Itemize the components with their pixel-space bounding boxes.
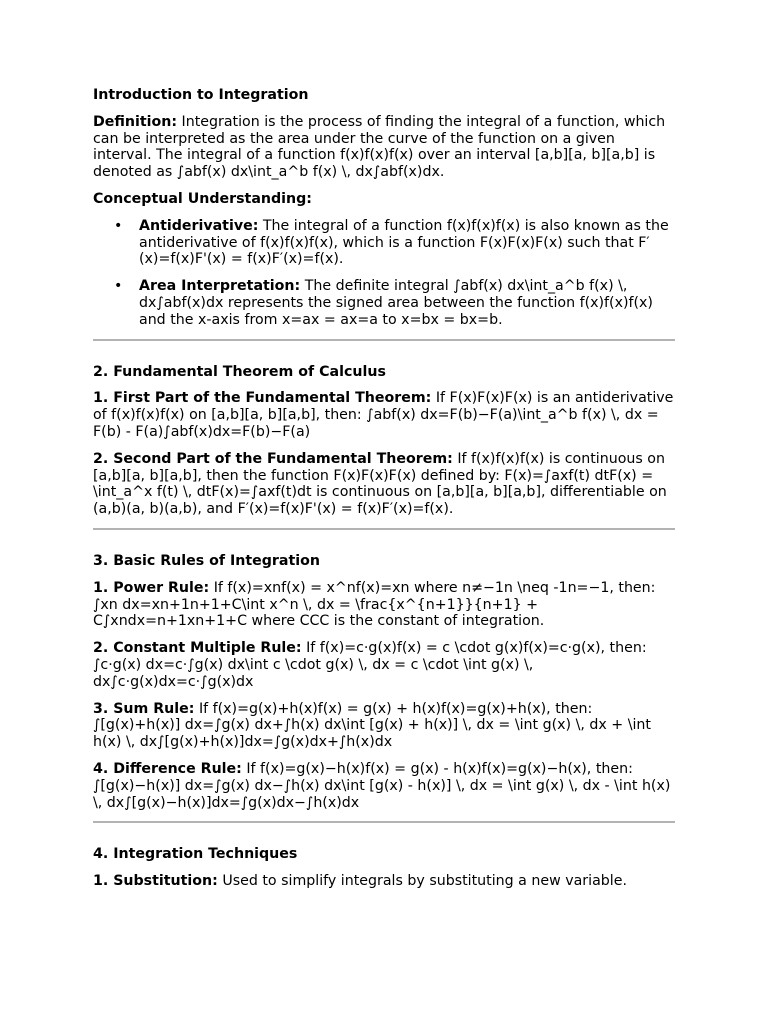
ftc-part-2-label: 2. Second Part of the Fundamental Theorem: [93,450,453,467]
constant-multiple-rule-label: 2. Constant Multiple Rule: [93,640,302,657]
difference-rule-text: If f(x)=g(x)−h(x)f(x) = g(x) - h(x)f(x)=g(x)−h(x), then: ∫[g(x)−h(x)] dx=∫g(x) dx−∫h(x) dx\int [g(x) - h(x)] \, dx = \int g(x) \, dx - \int h(x) \, dx∫[g(x)−h(x)]dx=∫g(x)dx−∫h(x)dx [93,760,671,811]
bullet-text: The definite integral ∫abf(x) dx\int_a^b f(x) \, dx∫abf(x)dx represents the signed area between the function f(x)f(x)f(x) and the x-axis from x=ax = ax=a to x=bx = bx=b. [139,278,653,328]
ftc-part-2 [93,451,675,518]
ftc-part-1-text: If F(x)F(x)F(x) is an antiderivative of f(x)f(x)f(x) on [a,b][a, b][a,b], then: ∫abf(x) dx=F(b)−F(a)\int_a^b f(x) \, dx = F(b) - F(a)∫abf(x)dx=F(b)−F(a) [93,390,674,440]
substitution-text: Used to simplify integrals by substituting a new variable. [217,873,627,890]
techniques-title: 4. Integration Techniques [93,846,298,863]
bullet-label: Antiderivative: [139,217,259,234]
substitution-label: 1. Substitution: [93,873,218,890]
ftc-title: 2. Fundamental Theorem of Calculus [93,363,386,380]
conceptual-heading: Conceptual Understanding: [93,190,312,207]
ftc-part-1-label: 1. First Part of the Fundamental Theorem: [93,390,432,407]
conceptual-list [93,218,675,329]
sum-rule-label: 3. Sum Rule: [93,700,195,717]
bullet-text: The integral of a function f(x)f(x)f(x) is also known as the antiderivative of f(x)f(x)f(x), which is a function F(x)F(x)F(x) such that F′(x)=f(x)F'(x) = f(x)F′(x)=f(x). [139,217,669,268]
list-item [93,218,675,268]
definition-label: Definition: [93,113,178,130]
definition-text: Integration is the process of finding the integral of a function, which can be interpreted as the area under the curve of the function on a given interval. The integral of a function f(x)f(x)f(x) over an interval [a,b][a, b][a,b] is denoted as ∫abf(x) dx\int_a^b f(x) \, dx∫abf(x)dx. [93,113,666,181]
list-item [93,278,675,328]
bullet-label: Area Interpretation: [139,278,301,295]
ftc-part-1 [93,390,675,440]
difference-rule-label: 4. Difference Rule: [93,760,242,777]
bullet-icon: • [114,278,123,295]
power-rule-text: If f(x)=xnf(x) = x^nf(x)=xn where n≠−1n \neq -1n=−1, then: ∫xn dx=xn+1n+1+C\int x^n \, dx = \frac{x^{n+1}}{n+1} + C∫xndx=n+1xn+1+C where CCC is the constant of integration. [93,579,656,630]
power-rule-label: 1. Power Rule: [93,579,210,596]
intro-title: Introduction to Integration [93,87,309,103]
sum-rule-text: If f(x)=g(x)+h(x)f(x) = g(x) + h(x)f(x)=g(x)+h(x), then: ∫[g(x)+h(x)] dx=∫g(x) dx+∫h(x) dx\int [g(x) + h(x)] \, dx = \int g(x) \, dx + \int h(x) \, dx∫[g(x)+h(x)]dx=∫g(x)dx+∫h(x)dx [93,700,651,751]
definition-paragraph [93,114,675,181]
difference-rule [93,761,675,811]
sum-rule [93,701,675,751]
rules-title: 3. Basic Rules of Integration [93,552,320,569]
substitution-technique [93,873,675,890]
constant-multiple-rule [93,640,675,690]
power-rule [93,580,675,630]
document-content [93,87,675,890]
bullet-icon: • [114,217,123,234]
ftc-part-2-text: If f(x)f(x)f(x) is continuous on [a,b][a, b][a,b], then the function F(x)F(x)F(x) defined by: F(x)=∫axf(t) dtF(x) = \int_a^x f(t) \, dtF(x)=∫axf(t)dt is continuous on [a,b][a, b][a,b], differentiable on (a,b)(a, b)(a,b), and F′(x)=f(x)F'(x) = f(x)F′(x)=f(x). [93,450,667,518]
constant-multiple-rule-text: If f(x)=c⋅g(x)f(x) = c \cdot g(x)f(x)=c⋅g(x), then: ∫c⋅g(x) dx=c⋅∫g(x) dx\int c \cdot g(x) \, dx = c \cdot \int g(x) \, dx∫c⋅g(x)dx=c⋅∫g(x)dx [93,640,647,690]
